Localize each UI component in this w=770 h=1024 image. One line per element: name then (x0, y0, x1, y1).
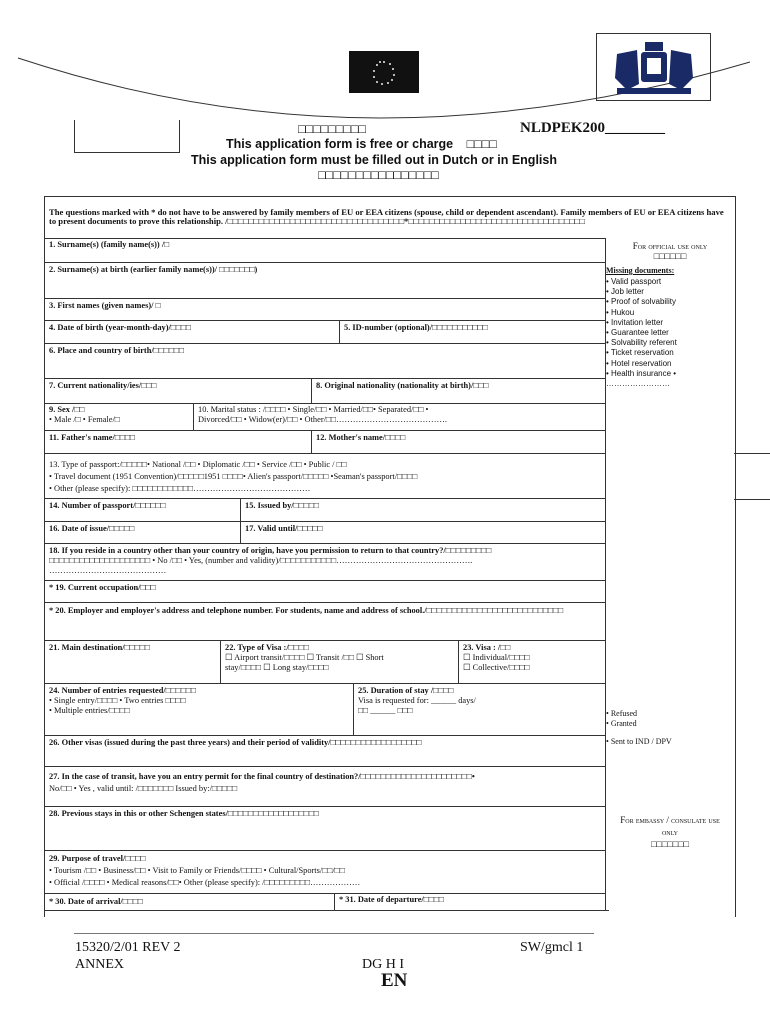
decision-granted[interactable]: • Granted (606, 719, 637, 729)
col-line (220, 640, 221, 683)
col-line (193, 403, 194, 430)
field-date-of-issue[interactable]: 16. Date of issue/□□□□□ (49, 524, 135, 533)
missing-more: …………………… (606, 379, 670, 389)
missing-item[interactable]: • Health insurance • (606, 368, 677, 378)
purpose-label: 29. Purpose of travel/□□□□ (49, 854, 146, 863)
official-use-title-text: For official use only (632, 241, 708, 251)
official-use-title-cn: □□□□□□ (653, 251, 687, 262)
bottom-line (44, 910, 609, 911)
field-visa-category[interactable] (460, 642, 604, 674)
field-purpose[interactable] (46, 852, 604, 890)
decision-list (606, 709, 734, 729)
field-valid-until[interactable]: 17. Valid until/□□□□□ (245, 524, 323, 533)
missing-item[interactable]: • Ticket reservation (606, 348, 674, 358)
row-line (44, 320, 605, 321)
missing-item[interactable]: • Hukou (606, 307, 635, 317)
row-line (44, 683, 605, 684)
transit-line-2: No/□□ • Yes , valid until: /□□□□□□□ Issued by:/□□□□□ (49, 784, 238, 793)
col-line (311, 378, 312, 403)
coat-of-arms-box (596, 33, 711, 101)
eu-stars-icon (349, 51, 419, 93)
embassy-use-title (606, 814, 734, 850)
stamp-box (74, 120, 180, 153)
embassy-use-title-text: For embassy / consulate use only (620, 815, 720, 837)
field-father-name[interactable]: 11. Father's name/□□□□ (49, 433, 136, 442)
row-line (44, 850, 605, 851)
entries-line-1[interactable]: • Single entry/□□□□ • Two entries □□□□ (49, 696, 186, 705)
visa-type-line-1[interactable]: ☐ Airport transit/□□□□ ☐ Transit /□□ ☐ Short (225, 653, 384, 662)
field-entries[interactable] (46, 685, 352, 717)
missing-item[interactable]: • Invitation letter (606, 317, 664, 327)
field-mother-name[interactable]: 12. Mother's name/□□□□ (316, 433, 406, 442)
purpose-line-1[interactable]: • Tourism /□□ • Business/□□ • Visit to Family or Friends/□□□□ • Cultural/Sports/□□/□□ (49, 866, 345, 875)
col-line (339, 320, 340, 343)
eu-flag-logo (349, 51, 419, 93)
free-line-text: This application form is free or charge (226, 137, 454, 151)
footer-code: 15320/2/01 REV 2 (75, 940, 181, 955)
field-sex[interactable] (46, 404, 192, 426)
missing-documents-list (606, 277, 734, 389)
field-other-visas[interactable]: 26. Other visas (issued during the past three years) and their period of validity/□□□□□□□□□□□□□□□□□□ (49, 738, 422, 747)
field-employer[interactable]: * 20. Employer and employer's address and telephone number. For students, name and address of school./□□□□□□□□□□□□□□□□□□□□□□□□□□□ (49, 606, 564, 615)
row-line (44, 580, 605, 581)
visa-category-line-1[interactable]: ☐ Individual/□□□□ (463, 653, 530, 662)
field-first-names[interactable]: 3. First names (given names)/ □ (49, 301, 161, 310)
field-occupation[interactable]: * 19. Current occupation/□□□ (49, 583, 156, 592)
passport-type-line-2: • Travel document (1951 Convention)/□□□□□1951 □□□□• Alien's passport/□□□□□ •Seaman's passport/□□□□ (49, 472, 418, 481)
missing-item[interactable]: • Job letter (606, 287, 644, 297)
missing-item[interactable]: • Solvability referent (606, 338, 677, 348)
embassy-use-title-cn: □□□□□□□ (650, 839, 690, 849)
coat-of-arms-icon (597, 34, 710, 100)
footer-dg: DG H I (362, 957, 404, 972)
duration-line-2: □□ ______ □□□ (358, 706, 413, 715)
visa-category-label: 23. Visa : /□□ (463, 643, 511, 652)
field-passport-number[interactable]: 14. Number of passport/□□□□□□ (49, 501, 166, 510)
missing-documents-title-text: Missing documents: (606, 266, 675, 275)
entries-label: 24. Number of entries requested/□□□□□□ (49, 686, 197, 695)
field-main-destination[interactable]: 21. Main destination/□□□□□ (49, 643, 150, 652)
visa-type-label: 22. Type of Visa :/□□□□ (225, 643, 309, 652)
transit-line-1: 27. In the case of transit, have you an entry permit for the final country of destination?/□□□□□□□□□□□□□□□□□□□□□□• (49, 772, 475, 781)
row-line (44, 766, 605, 767)
language-line-cn: □□□□□□□□□□□□□□□□ (318, 168, 439, 182)
col-line (353, 683, 354, 735)
marital-label: 10. Marital status : /□□□□ • Single/□□ • Married/□□• Separated/□□ • (198, 405, 429, 414)
missing-item[interactable]: • Guarantee letter (606, 328, 669, 338)
row-line (44, 262, 605, 263)
field-transit-permit[interactable] (46, 770, 604, 796)
field-surname[interactable]: 1. Surname(s) (family name(s)) /□ (49, 240, 170, 249)
row-line (44, 806, 605, 807)
field-marital-status[interactable] (195, 404, 605, 426)
missing-item[interactable]: • Proof of solvability (606, 297, 676, 307)
row-line (44, 543, 605, 544)
sex-options[interactable]: • Male /□ • Female/□ (49, 415, 120, 424)
field-surname-at-birth[interactable]: 2. Surname(s) at birth (earlier family name(s))/ □□□□□□□) (49, 265, 258, 274)
footer-rule (74, 933, 594, 934)
field-id-number[interactable]: 5. ID-number (optional)/□□□□□□□□□□□ (344, 323, 488, 332)
row-line (44, 343, 605, 344)
residence-line-3: …………………………………… (49, 566, 167, 575)
visa-category-line-2[interactable]: ☐ Collective/□□□□ (463, 663, 530, 672)
sent-to[interactable]: • Sent to IND / DPV (606, 737, 672, 746)
row-line (44, 521, 605, 522)
row-line (44, 602, 605, 603)
field-current-nationality[interactable]: 7. Current nationality/ies/□□□ (49, 381, 157, 390)
entries-line-2[interactable]: • Multiple entries/□□□□ (49, 706, 130, 715)
col-line (311, 430, 312, 453)
missing-item[interactable]: • Hotel reservation (606, 358, 672, 368)
field-issued-by[interactable]: 15. Issued by/□□□□□ (245, 501, 319, 510)
decision-refused[interactable]: • Refused (606, 709, 638, 718)
footer-lang: EN (381, 970, 408, 991)
row-line (44, 298, 605, 299)
edge-tab (734, 453, 770, 500)
official-use-title (606, 241, 734, 261)
field-arrival-date[interactable]: * 30. Date of arrival/□□□□ (49, 897, 143, 906)
row-line (44, 498, 605, 499)
row-line (44, 453, 605, 454)
marital-options[interactable]: Divorced/□□ • Widow(er)/□□ • Other/□□…………………………………. (198, 415, 448, 424)
row-line (44, 378, 605, 379)
visa-type-line-2[interactable]: stay/□□□□ ☐ Long stay/□□□□ (225, 663, 329, 672)
reference-number: NLDPEK200________ (520, 120, 666, 136)
field-original-nationality[interactable]: 8. Original nationality (nationality at birth)/□□□ (316, 381, 489, 390)
field-visa-type[interactable] (222, 642, 457, 674)
sex-label: 9. Sex /□□ (49, 405, 85, 414)
col-line (240, 498, 241, 543)
field-date-of-birth[interactable]: 4. Date of birth (year-month-day)/□□□□ (49, 323, 192, 332)
field-duration[interactable] (355, 685, 604, 717)
free-line (226, 137, 497, 151)
duration-label: 25. Duration of stay /□□□□ (358, 686, 454, 695)
field-previous-stays[interactable]: 28. Previous stays in this or other Schengen states/□□□□□□□□□□□□□□□□□□ (49, 809, 319, 818)
intro-text: The questions marked with * do not have to be answered by family members of EU or EEA citizens (spouse, child or dependent ascendant). Family members of EU or EEA citizens have to present documents to prove this relationship. /□□□□□□□□□□□□□□□□□□□□□□□□□□□□□□□□□□*□□□□□□□□□□□□□□□□□□□□□□□□□□□□□□□□□□ (49, 207, 724, 227)
row-line (44, 735, 605, 736)
footer-annex: ANNEX (75, 957, 124, 972)
free-line-cn: □□□□ (466, 137, 497, 151)
duration-line-1: Visa is requested for: ______ days/ (358, 696, 476, 705)
row-line (44, 640, 605, 641)
field-place-of-birth[interactable]: 6. Place and country of birth/□□□□□□ (49, 346, 185, 355)
purpose-line-2[interactable]: • Official /□□□□ • Medical reasons/□□• Other (please specify): /□□□□□□□□□……………… (49, 878, 361, 887)
missing-item[interactable]: • Valid passport (606, 277, 662, 286)
passport-type-line-1: 13. Type of passport:/□□□□□• National /□□ • Diplomatic /□□ • Service /□□ • Public / □□ (49, 460, 347, 469)
row-line (44, 430, 605, 431)
passport-type-line-3: • Other (please specify): □□□□□□□□□□□□…………………………………… (49, 484, 311, 493)
field-departure-date[interactable]: * 31. Date of departure/□□□□ (339, 895, 444, 904)
field-passport-type[interactable] (46, 458, 604, 496)
footer-ref: SW/gmcl 1 (520, 940, 584, 955)
col-line (458, 640, 459, 683)
field-residence-permit[interactable] (46, 545, 604, 577)
language-line: This application form must be filled out in Dutch or in English (191, 153, 557, 167)
col-line (334, 893, 335, 910)
residence-line-1: 18. If you reside in a country other than your country of origin, have you permission to return to that country?/□□□□□□□□□ (49, 546, 492, 555)
missing-documents-title (606, 266, 734, 276)
stamp-placeholder-text: □□□□□□□□□ (298, 122, 366, 136)
residence-line-2: □□□□□□□□□□□□□□□□□□□□ • No /□□ • Yes, (number and validity)/□□□□□□□□□□□…………………………………………. (49, 556, 473, 565)
